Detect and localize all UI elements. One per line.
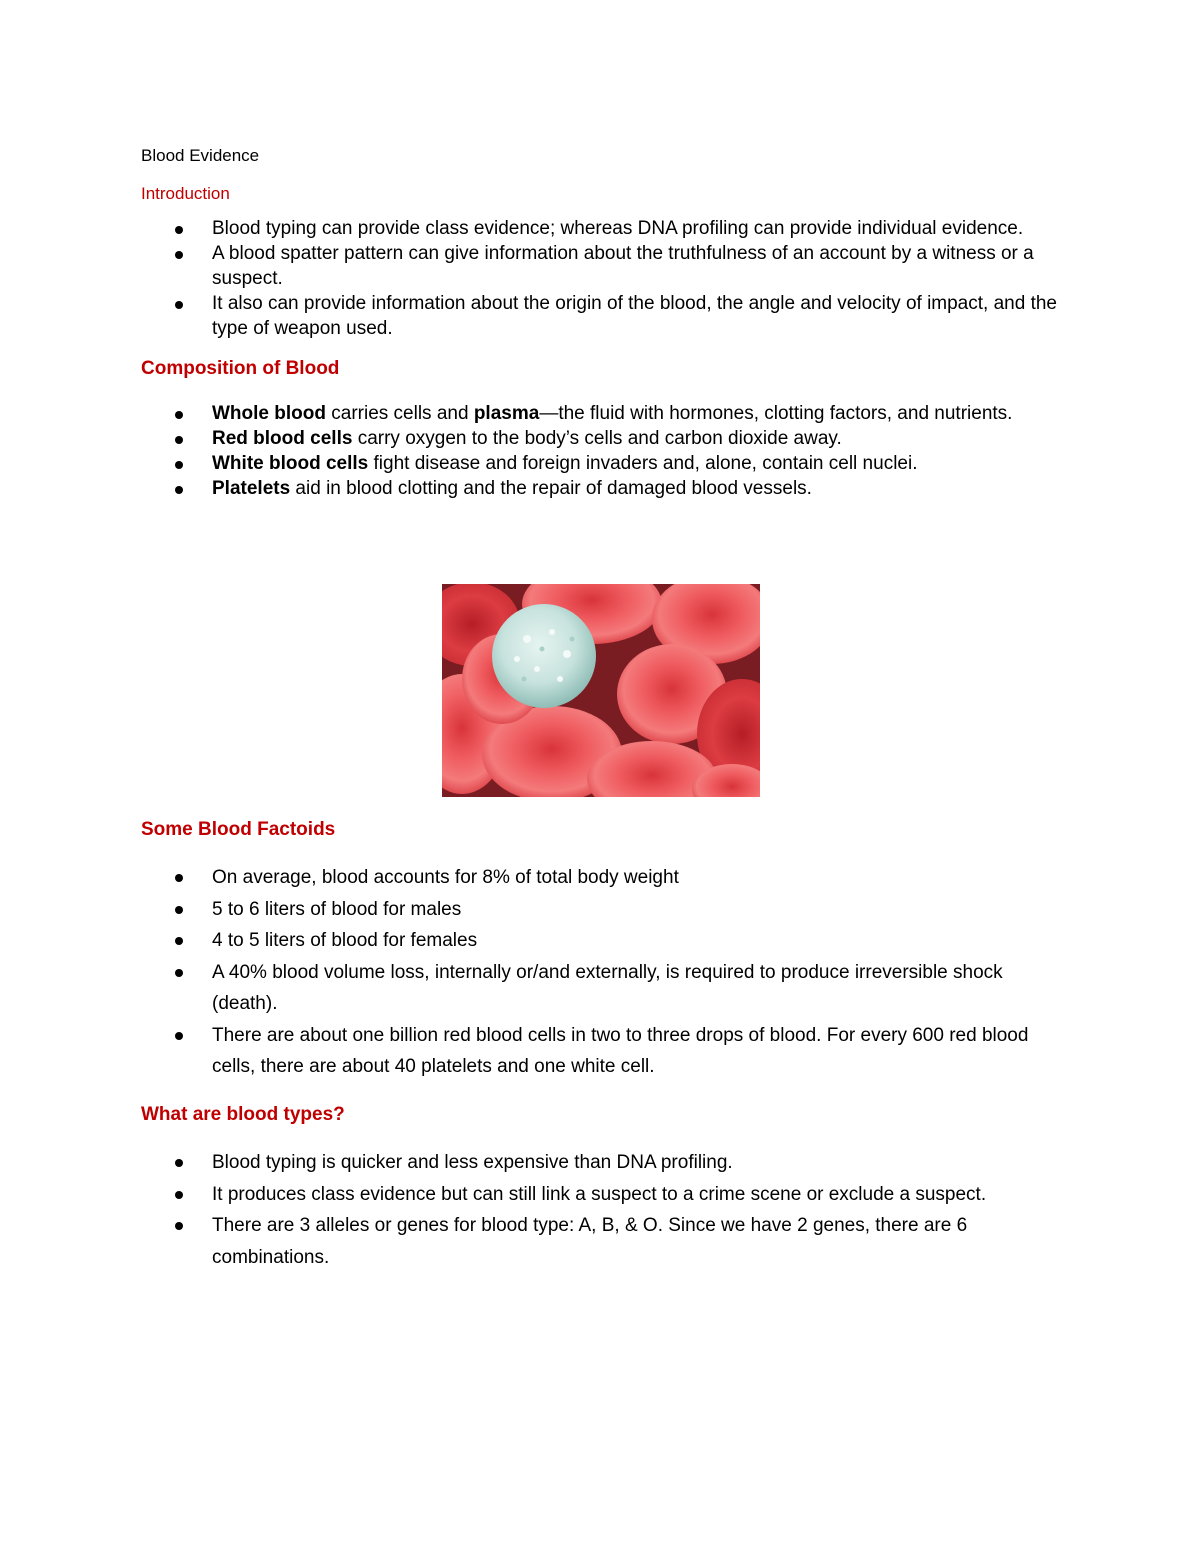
item-text: fight disease and foreign invaders and, alone, contain cell nuclei. xyxy=(368,453,918,474)
composition-heading: Composition of Blood xyxy=(141,358,340,379)
term-plasma: plasma xyxy=(473,403,540,424)
item-text: carry oxygen to the body’s cells and carbon dioxide away. xyxy=(352,428,842,449)
composition-list xyxy=(141,401,1061,501)
list-item: There are 3 alleles or genes for blood type: A, B, & O. Since we have 2 genes, there are 6 combinations. xyxy=(141,1210,1061,1273)
introduction-list xyxy=(141,216,1061,341)
item-text: aid in blood clotting and the repair of damaged blood vessels. xyxy=(290,478,812,499)
list-item: Blood typing is quicker and less expensive than DNA profiling. xyxy=(141,1147,1061,1179)
introduction-heading: Introduction xyxy=(141,184,230,203)
list-item: Blood typing can provide class evidence; whereas DNA profiling can provide individual evidence. xyxy=(141,216,1061,241)
list-item: A blood spatter pattern can give information about the truthfulness of an account by a witness or a suspect. xyxy=(141,241,1061,291)
item-text: carries cells and xyxy=(325,403,474,424)
factoids-list xyxy=(141,862,1061,1083)
blood-types-list xyxy=(141,1147,1061,1273)
list-item xyxy=(141,451,1061,476)
list-item: 4 to 5 liters of blood for females xyxy=(141,925,1061,957)
term-whole-blood: Whole blood xyxy=(212,403,326,424)
list-item xyxy=(141,476,1061,501)
blood-types-heading: What are blood types? xyxy=(141,1104,345,1125)
term-white-blood-cells: White blood cells xyxy=(212,453,369,474)
list-item: 5 to 6 liters of blood for males xyxy=(141,894,1061,926)
list-item: A 40% blood volume loss, internally or/and externally, is required to produce irreversible shock (death). xyxy=(141,957,1061,1020)
list-item: It produces class evidence but can still link a suspect to a crime scene or exclude a suspect. xyxy=(141,1179,1061,1211)
term-red-blood-cells: Red blood cells xyxy=(212,428,353,449)
list-item: There are about one billion red blood cells in two to three drops of blood. For every 600 red blood cells, there are about 40 platelets and one white cell. xyxy=(141,1020,1061,1083)
document-title: Blood Evidence xyxy=(141,146,260,165)
term-platelets: Platelets xyxy=(212,478,291,499)
factoids-heading: Some Blood Factoids xyxy=(141,819,336,840)
document-page xyxy=(141,140,1061,1268)
list-item: On average, blood accounts for 8% of total body weight xyxy=(141,862,1061,894)
list-item xyxy=(141,401,1061,426)
list-item: It also can provide information about the origin of the blood, the angle and velocity of impact, and the type of weapon used. xyxy=(141,291,1061,341)
list-item xyxy=(141,426,1061,451)
blood-cells-image xyxy=(442,584,760,797)
item-text: —the fluid with hormones, clotting factors, and nutrients. xyxy=(539,403,1013,424)
